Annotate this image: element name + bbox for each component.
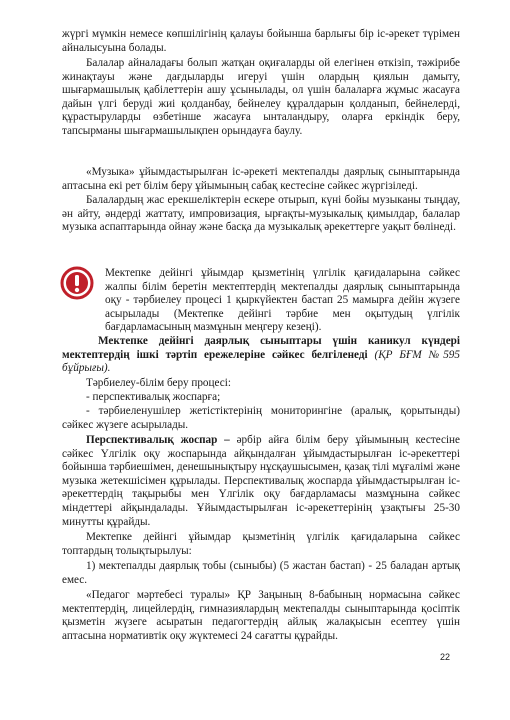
paragraph-1: жүргі мүмкін немесе көпшілігінің қалауы бойынша барлығы бір іс-әрекет түрімен айналысуына болады. bbox=[62, 28, 460, 54]
paragraph-11: 1) мектепалды даярлық тобы (сыныбы) (5 жастан бастап) - 25 баладан артық емес. bbox=[62, 560, 460, 586]
paragraph-10: Мектепке дейінгі ұйымдар қызметінің үлгілік қағидаларына сәйкес топтардың толықтырылуы: bbox=[62, 531, 460, 557]
paragraph-3: «Музыка» ұйымдастырылған іс-әрекеті мектепалды даярлық сыныптарында аптасына екі рет білім беру ұйымының сабақ кестесіне сәйкес жүргізіледі. bbox=[62, 166, 460, 192]
paragraph-2: Балалар айналадағы болып жатқан оқиғаларды ой елегінен өткізіп, тәжірибе жинақтауы және дағдыларды игеруі үшін олардың қиялын дамыту, шығармашылық қабілеттерін ашу ұсынылады, ол үшін балаларға жұмыс жасауға дайын үлгі беруді жиі қолданбау, бейнелеу құралдарын қолданып, бейнелерді, құрастыруларды өзбетінше жасауға ынталандыру, оларға еркіндік беру, тапсырманы шығармашылықпен орындауға баулу. bbox=[62, 57, 460, 137]
paragraph-5 bbox=[62, 335, 460, 376]
note-paragraph: Мектепке дейінгі ұйымдар қызметінің үлгілік қағидаларына сәйкес жалпы білім беретін мектептердің мектепалды даярлық сыныптарында оқу - тәрбиелеу процесі 1 қыркүйектен бастап 25 мамырға дейін жүзеге асырылады (Мектепке дейінгі тәрбие мен оқытудың үлгілік бағдарламасының мазмұнын меңгеру кезеңі). bbox=[105, 267, 460, 334]
paragraph-5-bold: Мектепке дейінгі даярлық сыныптары үшін каникул күндері мектептердің ішкі тәртіп ережелеріне сәйкес белгіленеді bbox=[62, 335, 460, 361]
paragraph-6: Тәрбиелеу-білім беру процесі: bbox=[86, 377, 231, 389]
paragraph-9 bbox=[62, 434, 460, 529]
page-number: 22 bbox=[440, 652, 451, 662]
paragraph-5-italic: (ҚР БҒМ №595 бұйрығы). bbox=[62, 348, 460, 375]
paragraph-9-text: әрбір айға білім беру ұйымының кестесіне сәйкес Үлгілік оқу жоспарында айқындалған ұйымдастырылған іс-әрекеттері бойынша тәрбиешімен, денешынықтыру нұсқаушысымен, қазақ тілі мұғалімі және музыка жетекшісімен құрылады. Перспективалық жоспарда ұйымдастырылған іс-әрекеттердің тақырыбы мен Үлгілік оқу бағдарламасы мазмұнына сәйкес міндеттері айқындалады. Ұйымдастырылған іс-әрекеттерінің ұзақтығы 25-30 минутты құрайды. bbox=[62, 434, 461, 528]
paragraph-12: «Педагог мәртебесі туралы» ҚР Заңының 8-бабының нормасына сәйкес мектептердің, лицейлердің, гимназиялардың мектепалды сыныптарында қосіптік қызметін жүзеге асыратын педагогтердің айлық жалақысын есептеу үшін аптасына нормативтік оқу жүктемесі 24 сағатты құрайды. bbox=[62, 589, 460, 642]
list-item-2: - тәрбиеленушілер жетістіктерінің мониторингіне (аралық, қорытынды) сәйкес жүзеге асырылады. bbox=[62, 405, 460, 431]
exclamation-warning-icon bbox=[60, 266, 94, 300]
paragraph-4: Балалардың жас ерекшеліктерін ескере отырып, күні бойы музыканы тыңдау, ән айту, әндерді жаттату, импровизация, ырғақты-музыкалық қимылдар, балалар музыка аспаптарында ойнау және басқа да музыкалық әрекеттерге уақыт бөлінеді. bbox=[62, 194, 460, 234]
perspective-plan-term: Перспективалық жоспар – bbox=[86, 434, 230, 446]
list-item-1: - перспективалық жоспарға; bbox=[86, 391, 221, 403]
